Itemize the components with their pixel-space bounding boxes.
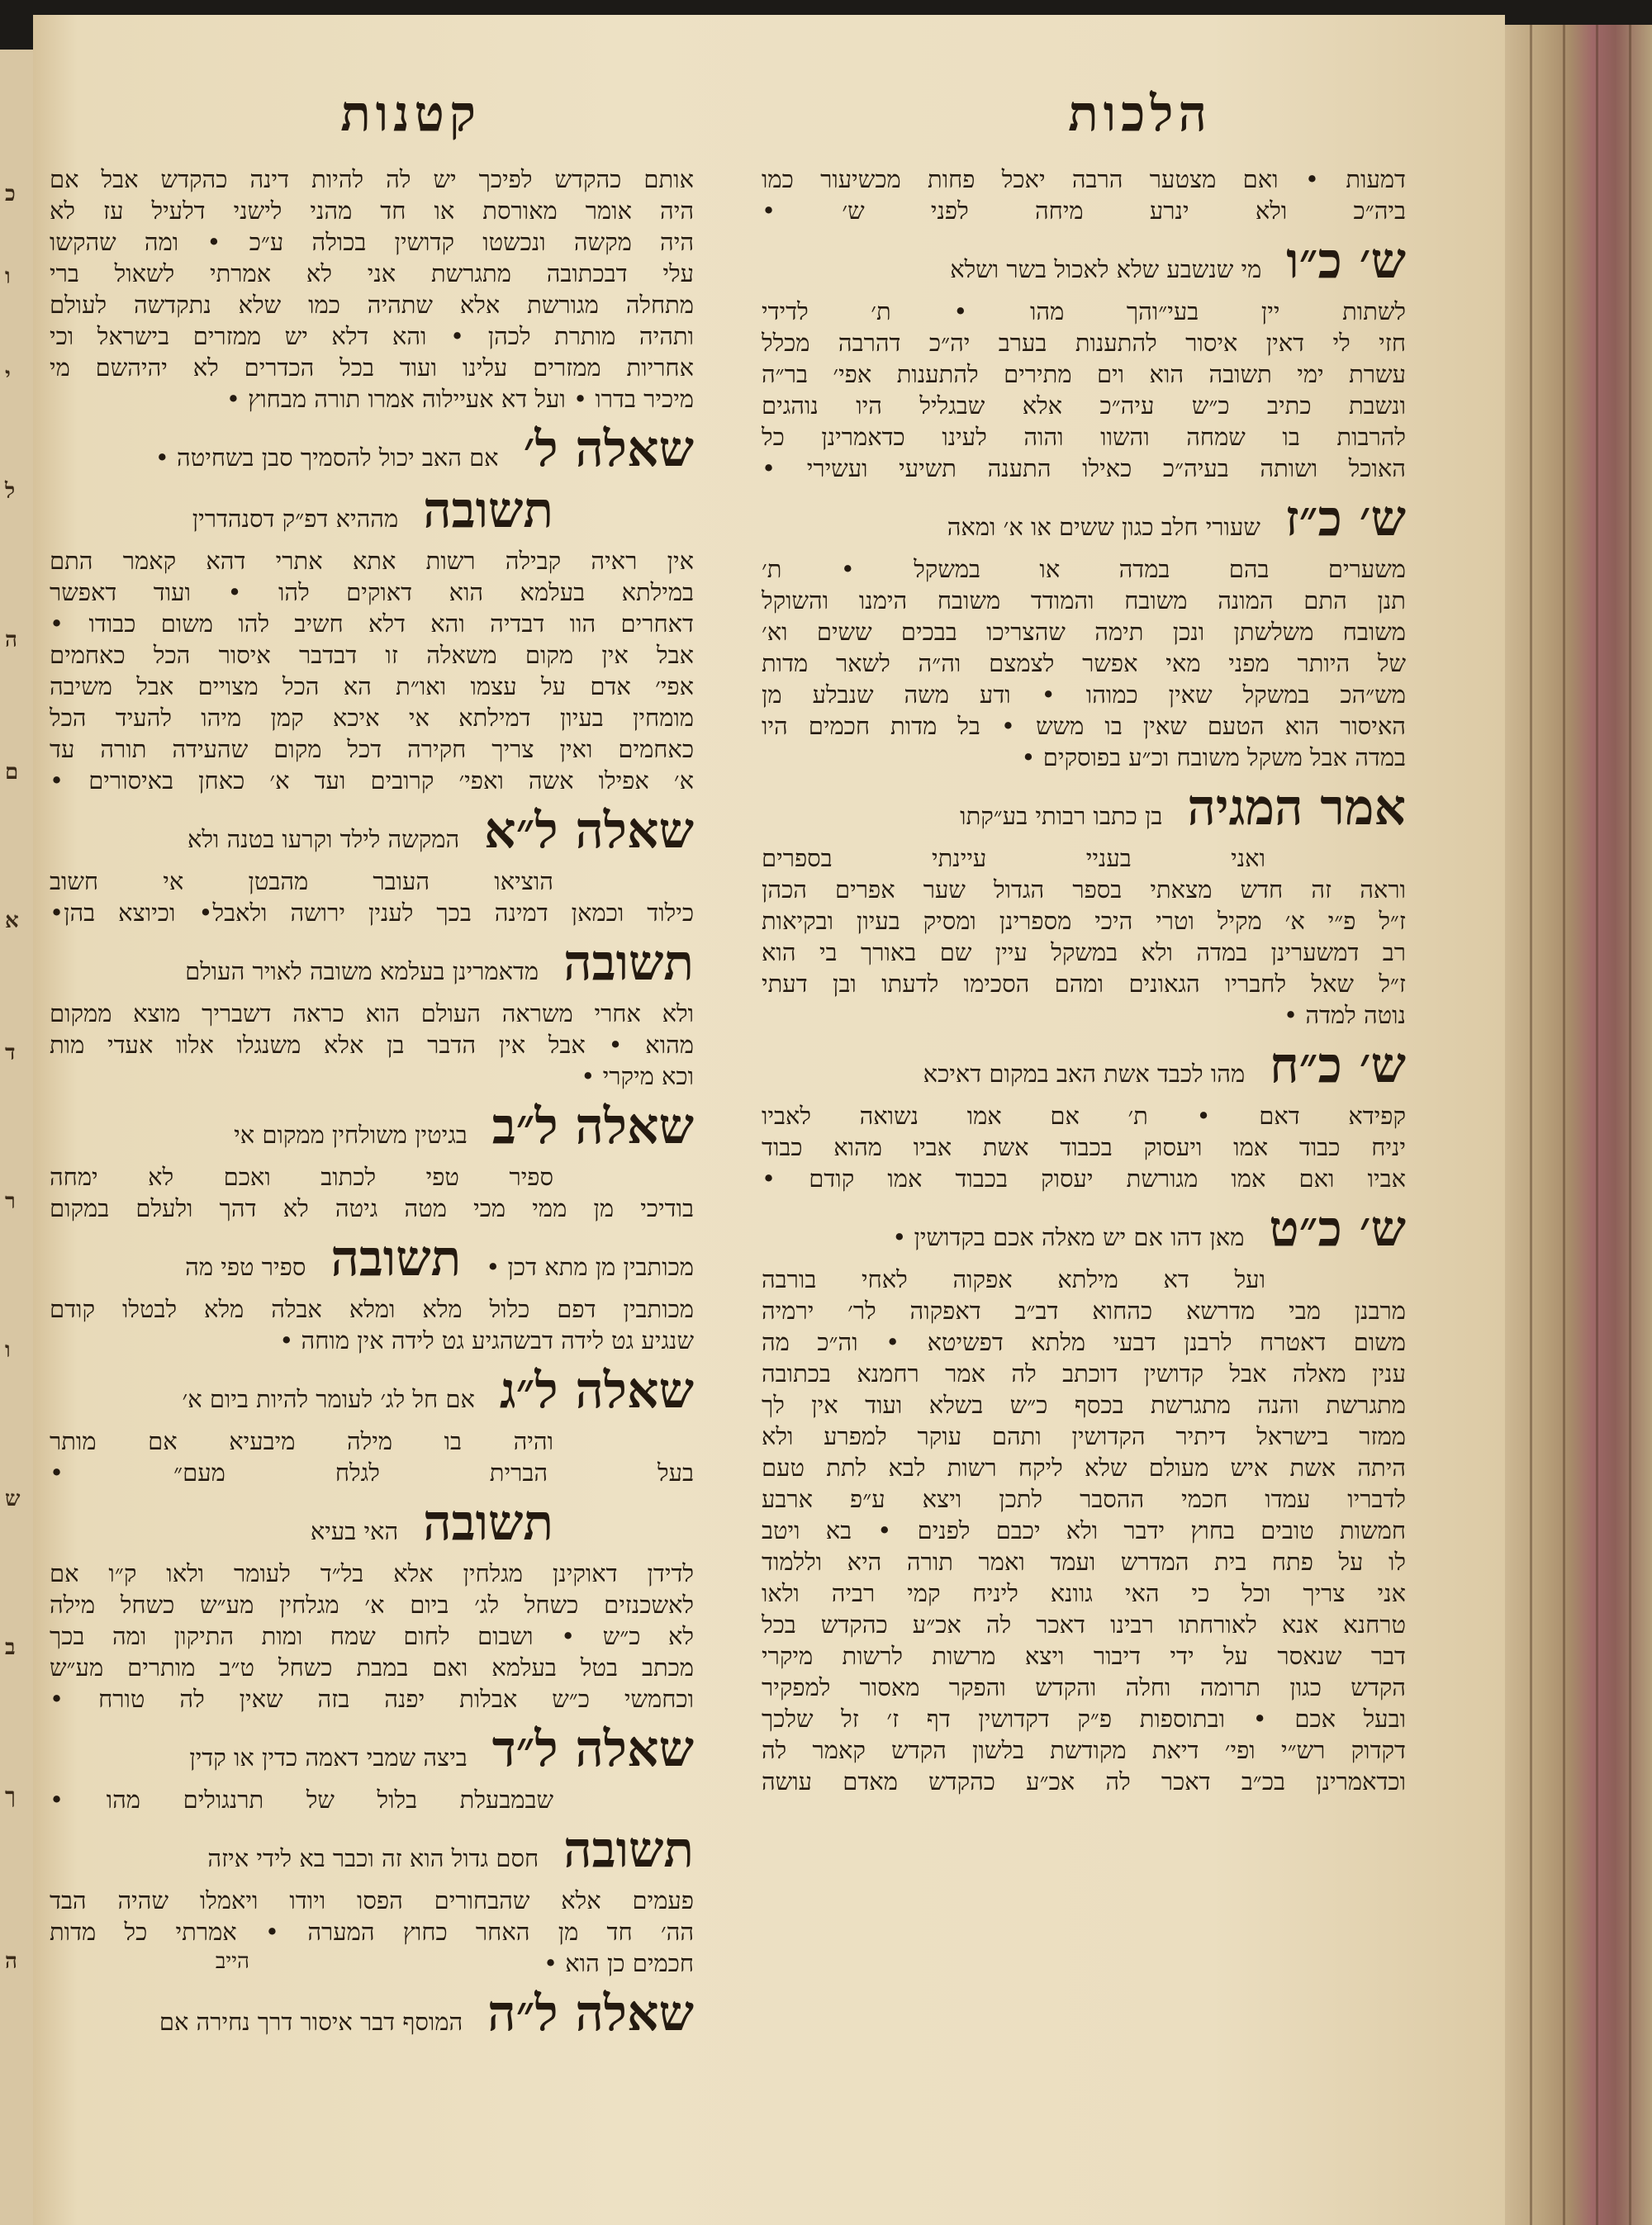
text-line: וראה זה חדש מצאתי בספר הגדול שער אפרים הכהן <box>762 875 1406 904</box>
text-line: א׳ אפילו אשה ואפי׳ קרובים ועד א׳ כאחן באיסורים • <box>50 766 694 795</box>
text-line: בעל הברית לגלח מעם״ • <box>50 1459 694 1487</box>
heading-side-text: בן כתבו רבותי בע״קתו <box>960 802 1163 830</box>
text-line: טרחנא אנא לאורחתו רבינו דאכר לה אכ״ע כהקדש בכל <box>762 1611 1406 1639</box>
text-line: ותהיה מותרת לכהן • והא דלא יש ממזרים בישראל וכי <box>50 322 694 350</box>
text-line: מתגרשת והנה מתגרשת בכסף כ״ש בשלא ועוד אין לך <box>762 1391 1406 1419</box>
text-line: עשרת ימי תשובה הוא וים מתירים להתענות אפי׳ בר״ה <box>762 360 1406 388</box>
entry-label: ש׳ כ״ו <box>1286 232 1406 290</box>
text-line: משערים בהם במדה או במשקל • ת׳ <box>762 555 1406 583</box>
previous-page-edge: כ ו י ל ה ם א ד ר ו ש ב ך ה <box>0 50 36 2225</box>
heading-side-text: ביצה שמבי דאמה כדין או קדין <box>189 1743 468 1772</box>
text-line: מומחין בעיון דמילתא אי איכא קמן מיהו להעיד הכל <box>50 704 694 732</box>
text-line: לאשכנזים כשחל לג׳ ביום א׳ מגלחין מע״ש כשחל מילה <box>50 1591 694 1619</box>
heading-side-text: אם האב יכול להסמיך סבן בשחיטה • <box>154 444 499 472</box>
entry-label: שאלה ל׳ <box>523 420 694 478</box>
text-line: לא כ״ש • ושבום לחום שמח ומות התיקון ומה בכך <box>50 1622 694 1650</box>
entry-label: תשובה <box>330 1230 462 1288</box>
text-line: אפי׳ אדם על עצמו ואו״ת הא הכל מצויים אבל משיבה <box>50 672 694 700</box>
running-head-left: קטנות <box>340 85 481 143</box>
text-line: ולא אחרי משראה העולם הוא כראה דשבריך מוצא ממקום <box>50 999 694 1027</box>
text-line: אותם כהקדש לפיכך יש לה להיות דינה כהקדש אבל אם <box>50 165 694 193</box>
text-line: מיכיר בדרו • ועל דא אעיילוה אמרו תורה מבחוץ • <box>225 385 694 413</box>
entry-label: תשובה <box>423 1494 553 1552</box>
text-line: משובח משלשתן ונכן תימה שהצריכו בבכים ששים וא׳ <box>762 618 1406 646</box>
heading-side-text: בגיטין משולחין ממקום אי <box>234 1121 468 1149</box>
heading-side-text: המוסף דבר איסור דרך נחירה אם <box>159 2008 463 2036</box>
entry-heading <box>762 1200 1406 1258</box>
heading-side-text: מהו לכבד אשת האב במקום דאיכא <box>923 1060 1246 1088</box>
text-line: ועל דא מילתא אפקוה לאחי בורבה <box>762 1265 1265 1293</box>
entry-label: שאלה ל״ד <box>491 1720 694 1778</box>
text-line: הקדש כגון תרומה וחלה והקדש והפקר מאסור למפקיר <box>762 1673 1406 1701</box>
text-line: רב דמשערינן במדה ולא במשקל עיין שם באורך בי הוא <box>762 938 1406 966</box>
text-line: בודיכי מן ממי מכי מטה גיטה לא דהך ולעלם במקום <box>50 1194 694 1222</box>
entry-heading <box>50 484 694 537</box>
text-line: אבל אין מקום משאלה זו דבדבר איסור הכל כאחמים <box>50 641 694 669</box>
entry-label: שאלה ל״ב <box>491 1098 694 1155</box>
entry-label: שאלה ל״ה <box>487 1985 694 2042</box>
entry-label: ש׳ כ״ז <box>1284 490 1406 548</box>
text-line: ענין מאלה אבל קדושין דוכתב לה אמר רחמנא בכתובה <box>762 1359 1406 1388</box>
text-line: דמעות • ואם מצטער הרבה יאכל פחות מכשיעור כמו <box>762 165 1406 193</box>
heading-prefix-text: מכותבין מן מתא דכן • <box>486 1253 694 1281</box>
text-line: אביו ואם אמו מגורשת יעסוק בכבוד אמו קודם • <box>762 1165 1406 1193</box>
text-line: דאחרים הוו דבדיה והא דלא חשיב להו משום כבודו • <box>50 610 694 638</box>
entry-label: אמר המגיה <box>1187 779 1406 837</box>
entry-heading <box>50 1821 694 1879</box>
text-line: כאחמים ואין צריך חקירה דכל מקום שהעידה תורה עד <box>50 735 694 763</box>
text-line: ובעל אכם • ובתוספות פ״ק דקדושין דף ז׳ זל שלכך <box>762 1705 1406 1733</box>
text-line: מתחלה מגורשת אלא שתהיה כמו שלא נתקדשה לעולם <box>50 291 694 319</box>
entry-heading <box>50 1720 694 1778</box>
text-line: פעמים אלא שהבחורים הפסו ויודו ויאמלו שהיה הבד <box>50 1886 694 1914</box>
entry-label: שאלה ל״ג <box>499 1362 694 1420</box>
text-line: להרבות בו שמחה והשוו והוה לעינו כדאמרינן כל <box>762 423 1406 451</box>
text-line: וכא מיקרי • <box>581 1062 694 1090</box>
entry-heading <box>50 1230 694 1288</box>
text-line: וכחמשי כ״ש אבלות יפנה בזה שאין לה טורח • <box>50 1685 694 1713</box>
text-line: חמשות טובים בחוץ ידבר ולא יכבם לפנים • בא ויטב <box>762 1516 1406 1544</box>
text-line: במדה אבל משקל משובח וכ״ע בפוסקים • <box>1021 743 1406 771</box>
heading-side-text: שעורי חלב כגון ששים או א׳ ומאה <box>947 513 1260 541</box>
text-line: לדבריו עמדו חכמי ההסבר לתכן ויצא ע״פ ארבע <box>762 1485 1406 1513</box>
entry-heading <box>762 779 1406 837</box>
text-line: חזי לי דאין איסור להתענות בערב יה״כ דהרבה מכלל <box>762 329 1406 357</box>
text-column-left <box>50 164 694 2048</box>
heading-side-text: ספיר טפי מה <box>185 1253 306 1281</box>
text-line: לו על פתח בית המדרש ועמד ואמר תורה היא וללמוד <box>762 1548 1406 1576</box>
text-line: מרבנן מבי מדרשא כהחוא דב״ב דאפקוה לר׳ ירמיה <box>762 1297 1406 1325</box>
text-line: אין ראיה קבילה רשות אתא אתרי דהא קאמר התם <box>50 547 694 575</box>
text-line: מהוא • אבל אין הדבר בן אלא משנגלו אלוו אעדי מות <box>50 1031 694 1059</box>
text-line: היה מקשה ונכשטו קדושין בכולה ע״כ • ומה שהקשו <box>50 228 694 256</box>
text-line: דבר שנאסר על ידי דיבור ויצא מרשות לרשות מיקרי <box>762 1642 1406 1670</box>
text-line: והיה בו מילה מיבעיא אם מותר <box>50 1427 553 1455</box>
text-line: תנן התם המונה משובח והמודד משובח הימנו והשוקל <box>762 586 1406 614</box>
signature-mark: הייב <box>215 1949 249 1974</box>
heading-side-text: מי שנשבע שלא לאכול בשר ושלא <box>950 255 1262 283</box>
text-line: מכתב בטל בעלמא ואם במבת כשחל ט״ב מותרים מע״ש <box>50 1653 694 1682</box>
text-line: היה אומר מאורסת או חד מהני לישני דלעיל עז לא <box>50 197 694 225</box>
text-line: מש״הכ במשקל שאין כמוהו • ודע משה שנבלע מן <box>762 681 1406 709</box>
text-line: האיסור הוא הטעם שאין בו משש • בל מדות חכמים היו <box>762 712 1406 740</box>
entry-heading <box>762 490 1406 548</box>
text-line: אחריות ממזרים עלינו ועוד בכל הכדרים לא יהיהשם מי <box>50 353 694 382</box>
text-line: משום דאטרח לרבנן דבעי מלתא דפשיטא • וה״כ מה <box>762 1328 1406 1356</box>
text-line: מכותבין דפם כלול מלא ומלא אבלה מלא לבטלו קודם <box>50 1295 694 1323</box>
entry-heading <box>762 232 1406 290</box>
text-column-right <box>762 164 1406 1797</box>
text-line: הה׳ חד מן האחר כחוץ המערה • אמרתי כל מדות <box>50 1918 694 1946</box>
entry-heading <box>50 1100 694 1153</box>
entry-heading <box>50 1362 694 1420</box>
text-line: עלי דבכתובה מתגרשת אני לא אמרתי לשאול ברי <box>50 259 694 287</box>
entry-heading <box>50 420 694 478</box>
text-line: ז״ל פ״י א׳ מקיל וטרי היכי מספרינן ומסיק בעיון ובקיאות <box>762 907 1406 935</box>
entry-heading <box>50 802 694 860</box>
heading-side-text: אם חל לג׳ לעומר להיות ביום א׳ <box>182 1385 475 1413</box>
text-line: קפידא דאם • ת׳ אם אמו נשואה לאביו <box>762 1102 1406 1130</box>
entry-heading <box>50 1494 694 1552</box>
heading-side-text: האי בעיא <box>310 1517 399 1545</box>
text-line: ונשבת כתיב כ״ש עיה״כ אלא שבגליל היו נוהגים <box>762 391 1406 420</box>
entry-label: שאלה ל״א <box>484 802 694 860</box>
text-line: היתה אשת איש מעולם שלא ליקח רשות לבא לתת טעם <box>762 1454 1406 1482</box>
text-line: אני צריך וכל כי האי גוונא ליניח קמי רביה ולאו <box>762 1579 1406 1607</box>
text-line: יניח כבוד אמו ויעסוק בכבוד אשת אביו מהוא כבוד <box>762 1133 1406 1161</box>
text-line: נוטה למדה • <box>1284 1001 1406 1029</box>
text-line: חכמים כן הוא • <box>543 1949 694 1977</box>
page-stack-edge <box>1505 25 1652 2225</box>
text-line: ז״ל שאל לחבריו הגאונים ומהם הסכימו לדעתו ובן דעתי <box>762 970 1406 998</box>
running-head-right: הלכות <box>1068 85 1212 143</box>
heading-side-text: מההיא דפ״ק דסנהדרין <box>192 505 399 533</box>
text-line: הוציאו העובר מהבטן אי חשוב <box>50 867 553 895</box>
entry-label: ש׳ כ״ח <box>1270 1037 1406 1094</box>
text-line: של היותר מפני מאי אפשר לצמצם וה״ה לשאר מדות <box>762 649 1406 677</box>
text-line: שנגיע גט לידה דבשהגיע גט לידה אין מוחה • <box>279 1326 694 1354</box>
entry-heading <box>50 1987 694 2040</box>
heading-side-text: מדאמרינן בעלמא משובה לאויר העולם <box>185 957 539 985</box>
heading-side-text: המקשה לילד וקרעו בטנה ולא <box>187 825 460 853</box>
entry-label: ש׳ כ״ט <box>1269 1200 1406 1258</box>
text-line: שבמבעלת בלול של תרנגולים מהו • <box>50 1786 553 1814</box>
entry-heading <box>50 934 694 992</box>
text-line: ואני בעניי עיינתי בספרים <box>762 844 1265 872</box>
text-line: דקדוק רש״י ופי׳ דיאת מקודשת בלשון הקדש קאמר לה <box>762 1736 1406 1764</box>
text-line: לשתות יין בעי״והך מהו • ת׳ לדידי <box>762 297 1406 325</box>
entry-heading <box>762 1039 1406 1092</box>
text-line: כילוד וכמאן דמינה בכך לענין ירושה ולאבל• וכיוצא בהן• <box>50 899 694 927</box>
text-line: ביה״כ ולא ינרע מיחה לפני ש׳ • <box>762 197 1406 225</box>
text-line: וכדאמרינן בכ״ב דאכר לה אכ״ע כהקדש מאדם עושה <box>762 1767 1406 1796</box>
entry-label: תשובה <box>563 934 694 992</box>
entry-label: תשובה <box>423 482 553 539</box>
text-line: ספיר טפי לכתוב ואכם לא ימחה <box>50 1163 553 1191</box>
text-line: ממזר בישראל דיתיר הקדושין ותהם עוקר למפרע ולא <box>762 1422 1406 1450</box>
heading-side-text: חסם גדול הוא זה וכבר בא לידי איזה <box>207 1844 539 1872</box>
text-line: במילתא בעלמא הוא דאוקים להו • ועוד דאפשר <box>50 578 694 606</box>
text-line: לדידן דאוקינן מגלחין אלא בל״ד לעומר ולאו ק״ו אם <box>50 1559 694 1587</box>
entry-label: תשובה <box>563 1821 694 1879</box>
book-page <box>33 15 1505 2225</box>
heading-side-text: מאן דהו אם יש מאלה אכם בקדושין • <box>892 1223 1245 1251</box>
text-line: האוכל ושותה בעיה״כ כאילו התענה תשיעי ועשירי • <box>762 454 1406 482</box>
